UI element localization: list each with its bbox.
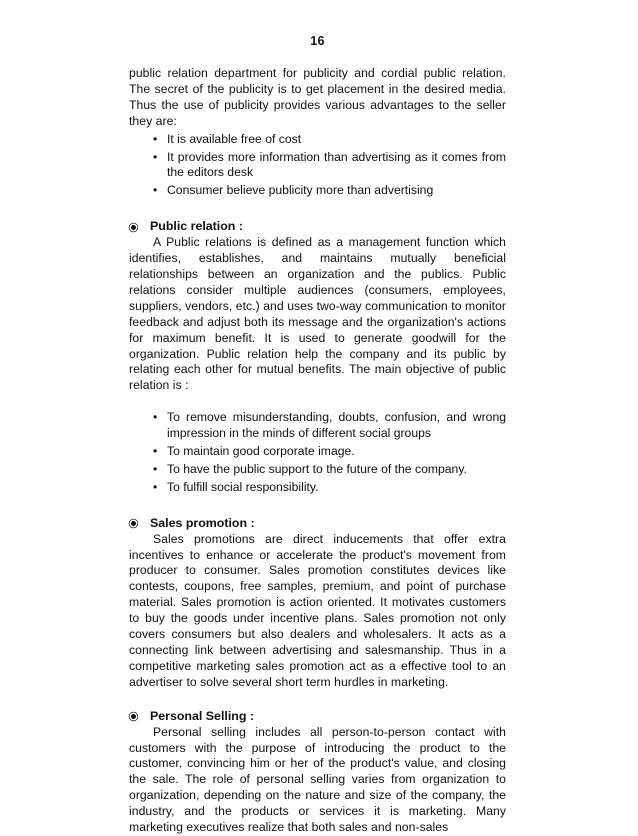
bullet-icon: • — [153, 149, 158, 164]
public-relation-paragraph: A Public relations is defined as a management function which identifies, establishes, and maintains mutually beneficial relationships between an organization and the publics. Public relations consider multiple audiences (consumers, employees, suppliers, vendors, etc.) and uses two-way communication to monitor feedback and adjust both its message and the organization's actions for maximum benefit. It is used to generate goodwill for the organization. Public relation help the company and its public by relating each other for mutual benefits. The main objective of public relation is : — [129, 235, 506, 393]
list-item: • To remove misunderstanding, doubts, confusion, and wrong impression in the minds of different social groups — [153, 410, 506, 441]
bullet-icon: • — [153, 479, 158, 494]
bullet-icon: • — [153, 410, 158, 425]
public-relation-objectives-list — [129, 410, 506, 496]
list-item: • To maintain good corporate image. — [153, 444, 355, 459]
section-heading-sales-promotion: Sales promotion : — [129, 516, 506, 532]
list-item: • Consumer believe publicity more than advertising — [153, 183, 434, 198]
list-item: • It is available free of cost — [153, 131, 302, 146]
bullet-icon: • — [153, 461, 158, 476]
section-bullet-icon — [131, 714, 136, 719]
section-bullet-icon — [131, 521, 136, 526]
list-item: • To fulfill social responsibility. — [153, 479, 319, 494]
section-heading-personal-selling: Personal Selling : — [129, 709, 506, 725]
document-page — [129, 34, 506, 836]
publicity-advantages-list — [129, 132, 506, 200]
bullet-icon: • — [153, 444, 158, 459]
page-number: 16 — [310, 34, 325, 48]
bullet-icon: • — [153, 131, 158, 146]
section-bullet-icon — [131, 225, 136, 230]
list-item: • It provides more information than advertising as it comes from the editors desk — [153, 149, 506, 180]
bullet-icon: • — [153, 183, 158, 198]
personal-selling-paragraph: Personal selling includes all person-to-person contact with customers with the purpose of introducing the product to the customer, convincing him or her of the product's value, and closing the sale. The role of personal selling varies from organization to organization, depending on the nature and size of the company, the industry, and the products or services it is marketing. Many marketing executives realize that both sales and non-sales — [129, 724, 506, 835]
list-item: • To have the public support to the future of the company. — [153, 461, 467, 476]
section-heading-public-relation: Public relation : — [129, 219, 506, 235]
sales-promotion-paragraph: Sales promotions are direct inducements that offer extra incentives to enhance or accelerate the product's movement from producer to consumer. Sales promotion constitutes devices like contests, coupons, free samples, premium, and point of purchase material. Sales promotion is action oriented. It motivates customers to buy the goods under incentive plans. Sales promotion not only covers consumers but also dealers and wholesalers. It acts as a connecting link between advertising and salesmanship. Thus in a competitive marketing sales promotion act as a effective tool to an advertiser to solve several short term hurdles in marketing. — [129, 531, 506, 689]
intro-paragraph: public relation department for publicity and cordial public relation. The secret of the publicity is to get placement in the desired media. Thus the use of publicity provides various advantages to the seller they are: — [129, 66, 506, 128]
